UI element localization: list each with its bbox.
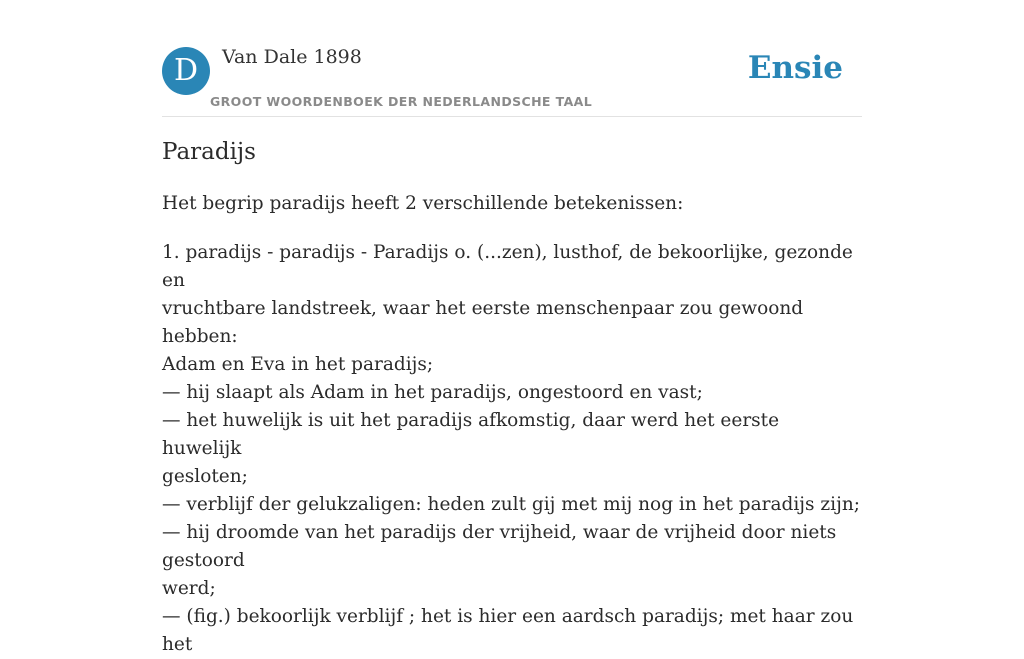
definition-text [162,239,862,659]
source-subtitle: GROOT WOORDENBOEK DER NEDERLANDSCHE TAAL [210,94,593,109]
source-avatar[interactable]: D [162,47,210,95]
definition-line: — het huwelijk is uit het paradijs afkomstig, daar werd het eerste huwelijk [162,410,780,459]
brand-logo[interactable]: Ensie [747,50,843,86]
definition-line: vruchtbare landstreek, waar het eerste menschenpaar zou gewoond hebben: [162,298,804,347]
entry-intro: Het begrip paradijs heeft 2 verschillende betekenissen: [162,193,684,214]
source-title[interactable]: Van Dale 1898 [222,46,362,68]
entry-title: Paradijs [162,139,256,165]
definition-line: gesloten; [162,466,248,487]
definition-line: Adam en Eva in het paradijs; [162,354,434,375]
definition-line: — (fig.) bekoorlijk verblijf ; het is hier een aardsch paradijs; met haar zou het [162,606,854,655]
definition-line: — hij droomde van het paradijs der vrijheid, waar de vrijheid door niets gestoord [162,522,837,571]
definition-line: — hij slaapt als Adam in het paradijs, ongestoord en vast; [162,382,703,403]
header [162,0,862,117]
definition-line: — verblijf der gelukzaligen: heden zult gij met mij nog in het paradijs zijn; [162,494,860,515]
definition-line: 1. paradijs - paradijs - Paradijs o. (...zen), lusthof, de bekoorlijke, gezonde en [162,242,853,291]
definition-line: werd; [162,578,216,599]
